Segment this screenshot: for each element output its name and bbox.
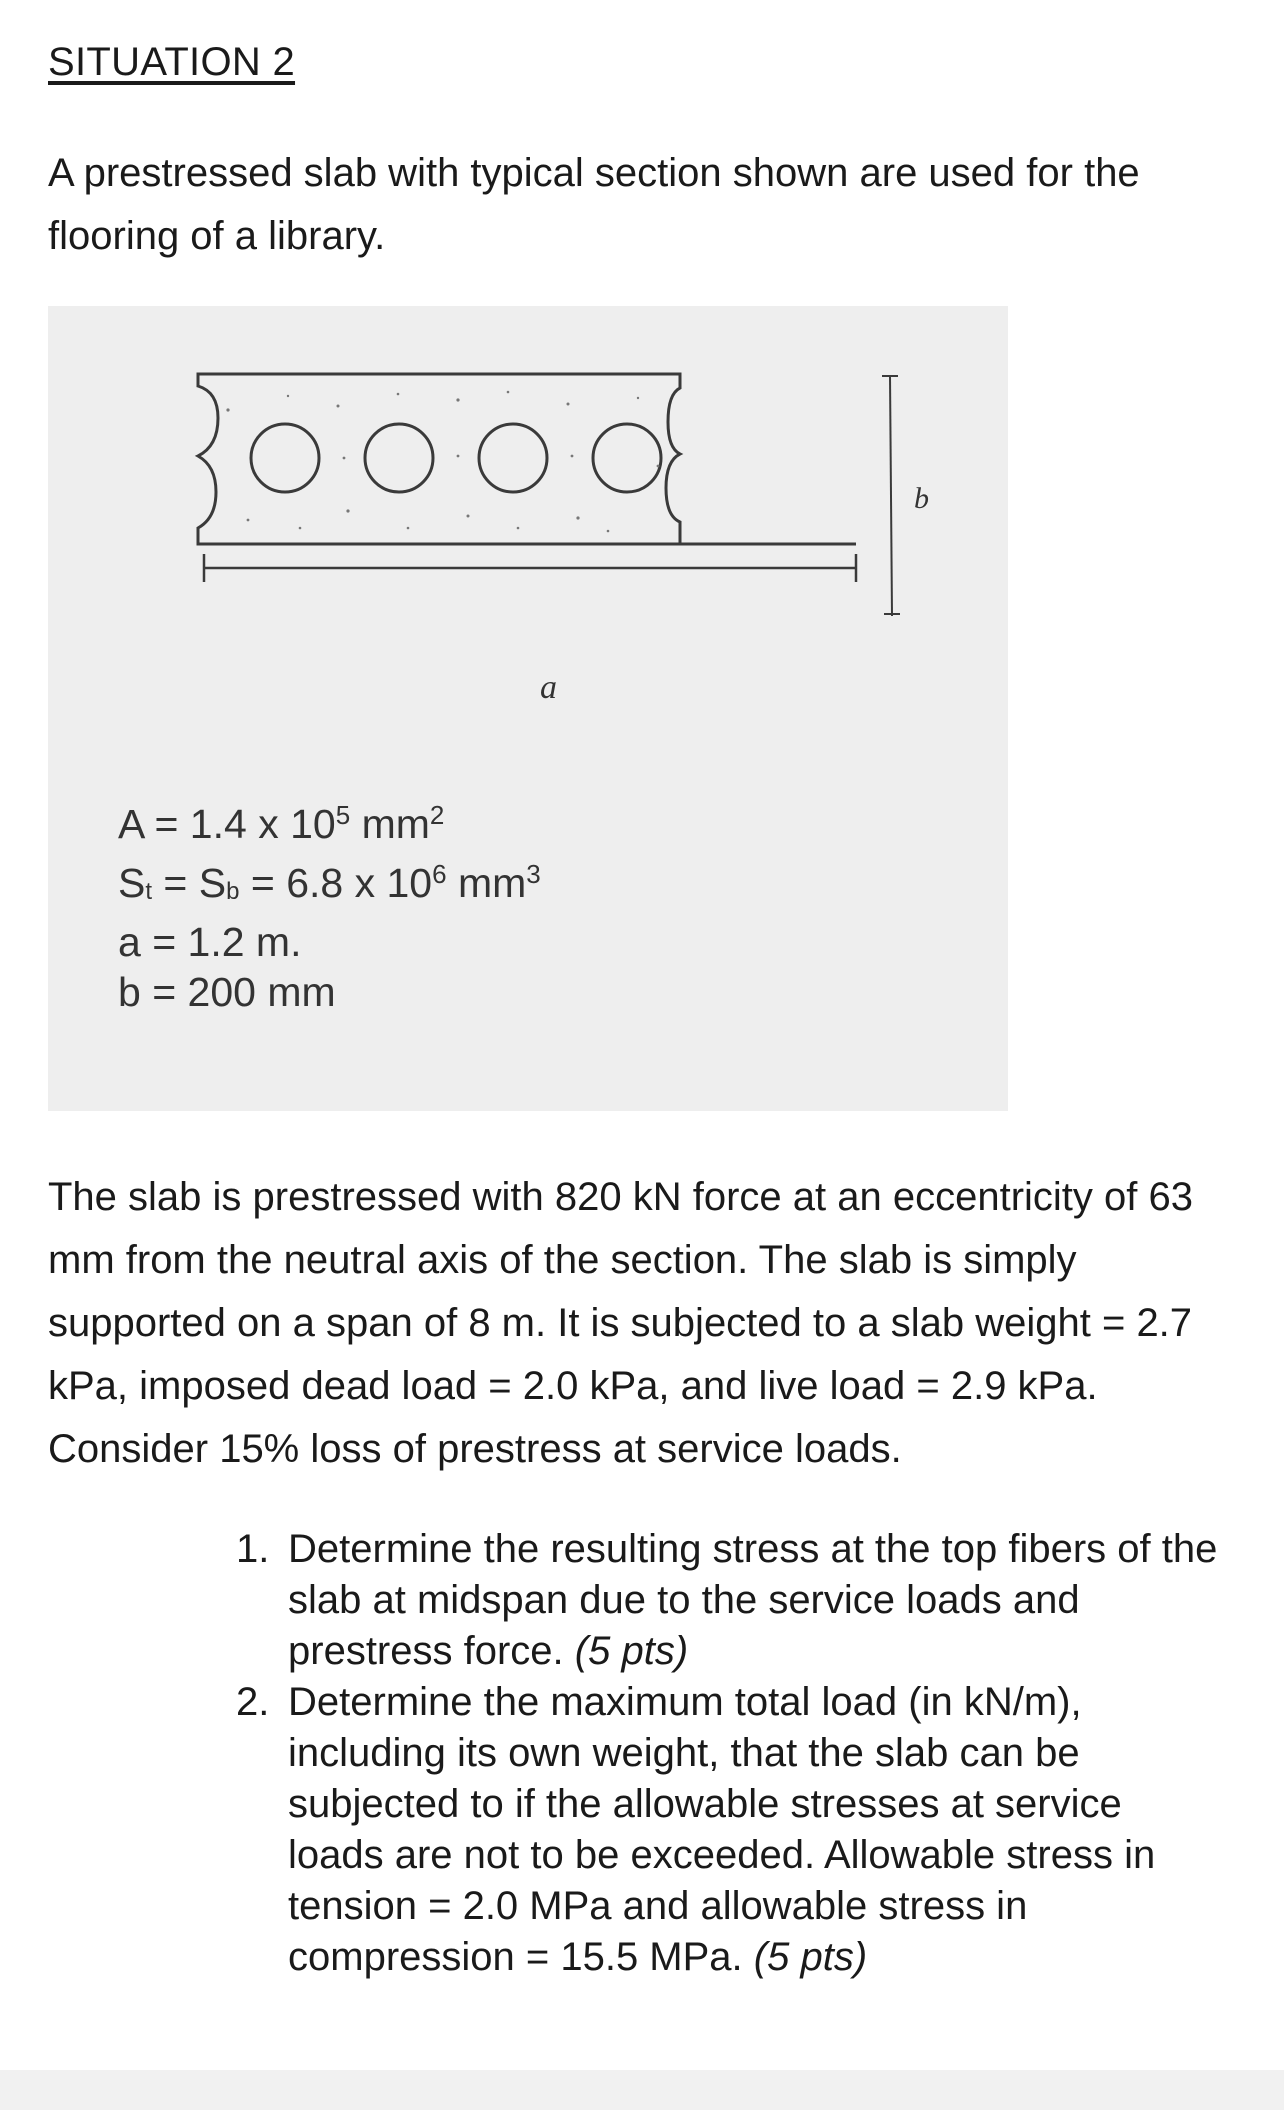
- question-number: 2.: [236, 1680, 270, 1724]
- footer-strip: [0, 2070, 1284, 2110]
- slab-outline: [198, 374, 680, 544]
- question-points: (5 pts): [753, 1935, 868, 1979]
- a-property: a = 1.2 m.: [118, 919, 302, 965]
- hollow-core-4: [593, 424, 661, 492]
- dimension-a-label: a: [540, 669, 557, 706]
- hollow-core-3: [479, 424, 547, 492]
- dimension-b-label: b: [914, 482, 929, 515]
- intro-paragraph: A prestressed slab with typical section shown are used for the flooring of a library.: [48, 151, 1140, 258]
- hollow-core-2: [365, 424, 433, 492]
- question-points: (5 pts): [574, 1629, 689, 1673]
- area-property: A = 1.4 x $10^5$ $mm^2$: [118, 800, 445, 847]
- question-list: [228, 1524, 1228, 1983]
- slab-section-figure: [48, 306, 1008, 1111]
- question-item: [228, 1677, 1228, 1983]
- question-text: Determine the resulting stress at the top fibers of the slab at midspan due to the service loads and prestress force.: [288, 1527, 1218, 1673]
- dimension-b-line: [890, 376, 892, 616]
- question-text: Determine the maximum total load (in kN/m), including its own weight, that the slab can be subjected to if the allowable stresses at service loads are not to be exceeded. Allowable stress in tension = 2.0 MPa and allowable stress in compression = 15.5 MPa.: [288, 1680, 1156, 1979]
- section-properties: [118, 790, 541, 1017]
- question-item: [228, 1524, 1228, 1677]
- b-property: b = 200 mm: [118, 969, 336, 1015]
- problem-statement: The slab is prestressed with 820 kN force at an eccentricity of 63 mm from the neutral axis of the section. The slab is simply supported on a span of 8 m. It is subjected to a slab weight = 2.7 kPa, imposed dead load = 2.0 kPa, and live load = 2.9 kPa. Consider 15% loss of prestress at service loads.: [48, 1175, 1193, 1471]
- section-modulus-property: $S_t = S_b = 6.8$ x $10^6$ $mm^3$: [118, 859, 541, 906]
- situation-title: SITUATION 2: [48, 40, 296, 84]
- hollow-core-1: [251, 424, 319, 492]
- question-number: 1.: [236, 1527, 270, 1571]
